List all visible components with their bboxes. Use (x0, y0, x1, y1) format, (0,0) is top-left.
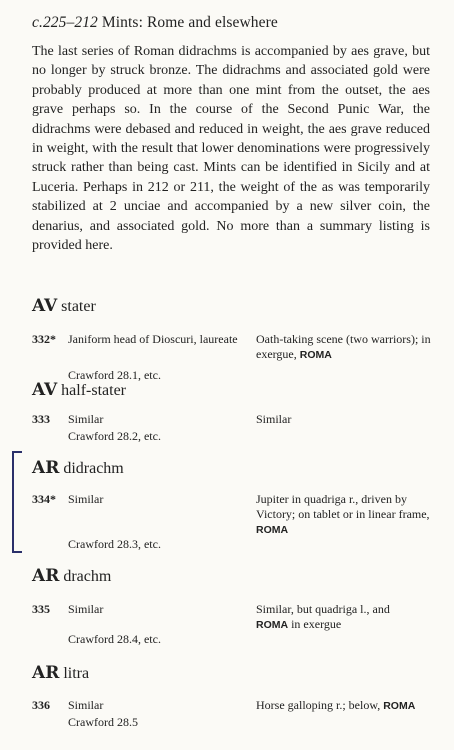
reverse-description: Similar (256, 412, 292, 426)
obverse-description: Similar (68, 492, 104, 506)
obverse-description: Similar (68, 698, 104, 712)
denomination-name: drachm (63, 568, 112, 585)
entry-number: 336 (32, 698, 50, 712)
metal-symbol: AR (32, 566, 60, 586)
denomination-heading-drachm (32, 566, 111, 586)
denomination-name: half-stater (61, 382, 127, 399)
metal-symbol: AR (32, 458, 60, 478)
obverse-description: Similar (68, 412, 104, 426)
section-heading (32, 14, 278, 32)
heading-date: c.225–212 (32, 14, 98, 31)
obverse-description: Janiform head of Dioscuri, laureate (68, 332, 238, 346)
reference: Crawford 28.2, etc. (68, 429, 161, 443)
reference: Crawford 28.5 (68, 715, 138, 729)
denomination-name: stater (61, 298, 96, 315)
denomination-heading-litra (32, 663, 89, 683)
entry-number: 332* (32, 332, 56, 346)
reverse-description: Horse galloping r.; below, ROMA (256, 698, 416, 712)
reverse-description: Similar, but quadriga l., and ROMA in exergue (256, 602, 390, 631)
reference: Crawford 28.3, etc. (68, 537, 161, 551)
denomination-heading-didrachm (32, 458, 124, 478)
metal-symbol: AV (32, 380, 58, 400)
heading-title: Mints: Rome and elsewhere (101, 14, 278, 31)
denomination-name: didrachm (63, 460, 124, 477)
denomination-heading-stater (32, 296, 96, 316)
reference: Crawford 28.4, etc. (68, 632, 161, 646)
entry-number: 333 (32, 412, 50, 426)
entry-number: 335 (32, 602, 50, 616)
denomination-name: litra (63, 665, 90, 682)
reference: Crawford 28.1, etc. (68, 368, 161, 382)
reverse-description: Jupiter in quadriga r., driven by Victory; on tablet or in linear frame, ROMA (256, 492, 430, 536)
reverse-description: Oath-taking scene (two warriors); in exergue, ROMA (256, 332, 431, 361)
obverse-description: Similar (68, 602, 104, 616)
bracket-mark (12, 451, 22, 553)
intro-paragraph: The last series of Roman didrachms is accompanied by aes grave, but no longer by struck bronze. The didrachms and associated gold were probably produced at more than one mint from the outset, the aes grave perhaps so. In the course of the Second Punic War, the didrachms were debased and reduced in weight, the aes grave reduced in weight, with the result that lower denominations were progressively struck rather than being cast. Mints can be identified in Sicily and at Luceria. Perhaps in 212 or 211, the weight of the as was temporarily stabilized at 2 unciae and accompanied by a new silver coin, the denarius, and associated gold. No more than a summary listing is provided here. (32, 44, 430, 254)
metal-symbol: AV (32, 296, 58, 316)
entry-number: 334* (32, 492, 56, 506)
denomination-heading-half-stater (32, 380, 126, 400)
metal-symbol: AR (32, 663, 60, 683)
